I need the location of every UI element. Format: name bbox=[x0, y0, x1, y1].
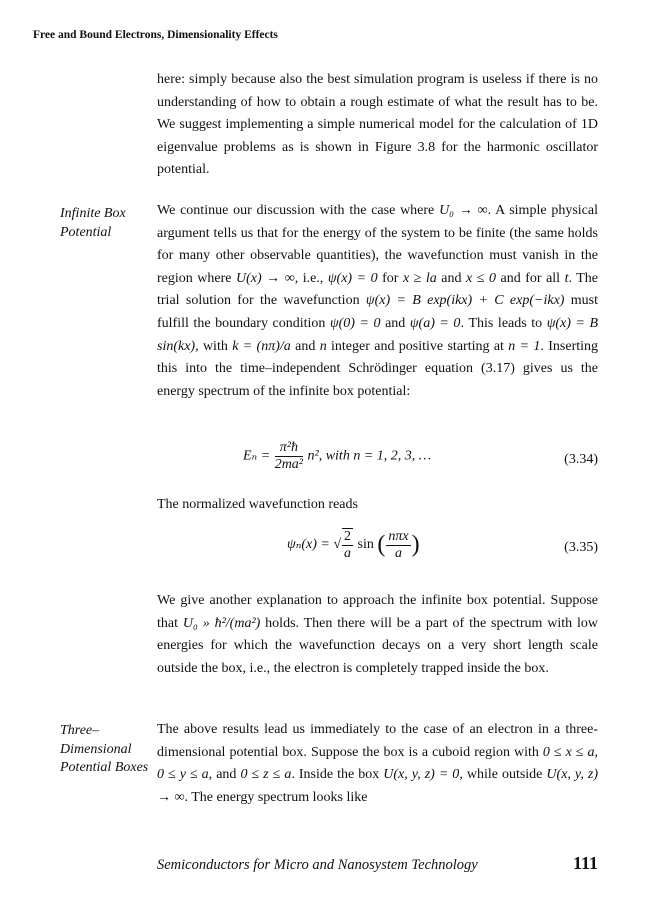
margin-note-three-dimensional: Three–Dimensional Potential Boxes bbox=[60, 723, 149, 775]
equation-number: (3.35) bbox=[564, 540, 598, 555]
equation-number: (3.34) bbox=[564, 452, 598, 467]
running-title: Free and Bound Electrons, Dimensionality Effects bbox=[33, 29, 278, 41]
margin-note-infinite-box: Infinite Box Potential bbox=[60, 206, 126, 240]
page-number: 111 bbox=[572, 853, 598, 873]
paragraph-normalized: The normalized wavefunction reads bbox=[157, 497, 358, 512]
paragraph-explanation: We give another explanation to approach the infinite box potential. Suppose that U₀ » ħ²/(ma²) holds. Then there will be a part of the spectrum with low energies for which the wavefunction decays on a very short length scale outside the box, i.e., the electron is completely trapped inside the box. bbox=[157, 593, 599, 676]
footer-book-title: Semiconductors for Micro and Nanosystem Technology bbox=[157, 857, 478, 873]
paragraph-intro: here: simply because also the best simulation program is useless if there is no understanding of how to obtain a rough estimate of what the result has to be. We suggest implementing a simple numerical model for the calculation of 1D eigenvalue problems as is shown in Figure 3.8 for the harmonic oscillator potential. bbox=[157, 72, 598, 178]
paragraph-three-dimensional: The above results lead us immediately to the case of an electron in a three-dimensional potential box. Suppose the box is a cuboid region with 0 ≤ x ≤ a, 0 ≤ y ≤ a, and 0 ≤ z ≤ a. Inside the box U(x, y, z) = 0, while outside U(x, y, z) → ∞. The energy spectrum looks like bbox=[157, 722, 598, 805]
paragraph-infinite-box: We continue our discussion with the case where U₀ → ∞. A simple physical argument tells us that for the energy of the system to be finite (the same holds for many other observable quantities), the wavefunction must vanish in the region where U(x) → ∞, i.e., ψ(x) = 0 for x ≥ la and x ≤ 0 and for all t. The trial solution for the wavefunction ψ(x) = B exp(ikx) + C exp(−ikx) must fulfill the boundary condition ψ(0) = 0 and ψ(a) = 0. This leads to ψ(x) = B sin(kx), with k = (nπ)/a and n integer and positive starting at n = 1. Inserting this into the time–independent Schrödinger equation (3.17) gives us the energy spectrum of the infinite box potential: bbox=[157, 203, 599, 399]
math-u0-inf: U₀ → ∞ bbox=[439, 203, 488, 218]
